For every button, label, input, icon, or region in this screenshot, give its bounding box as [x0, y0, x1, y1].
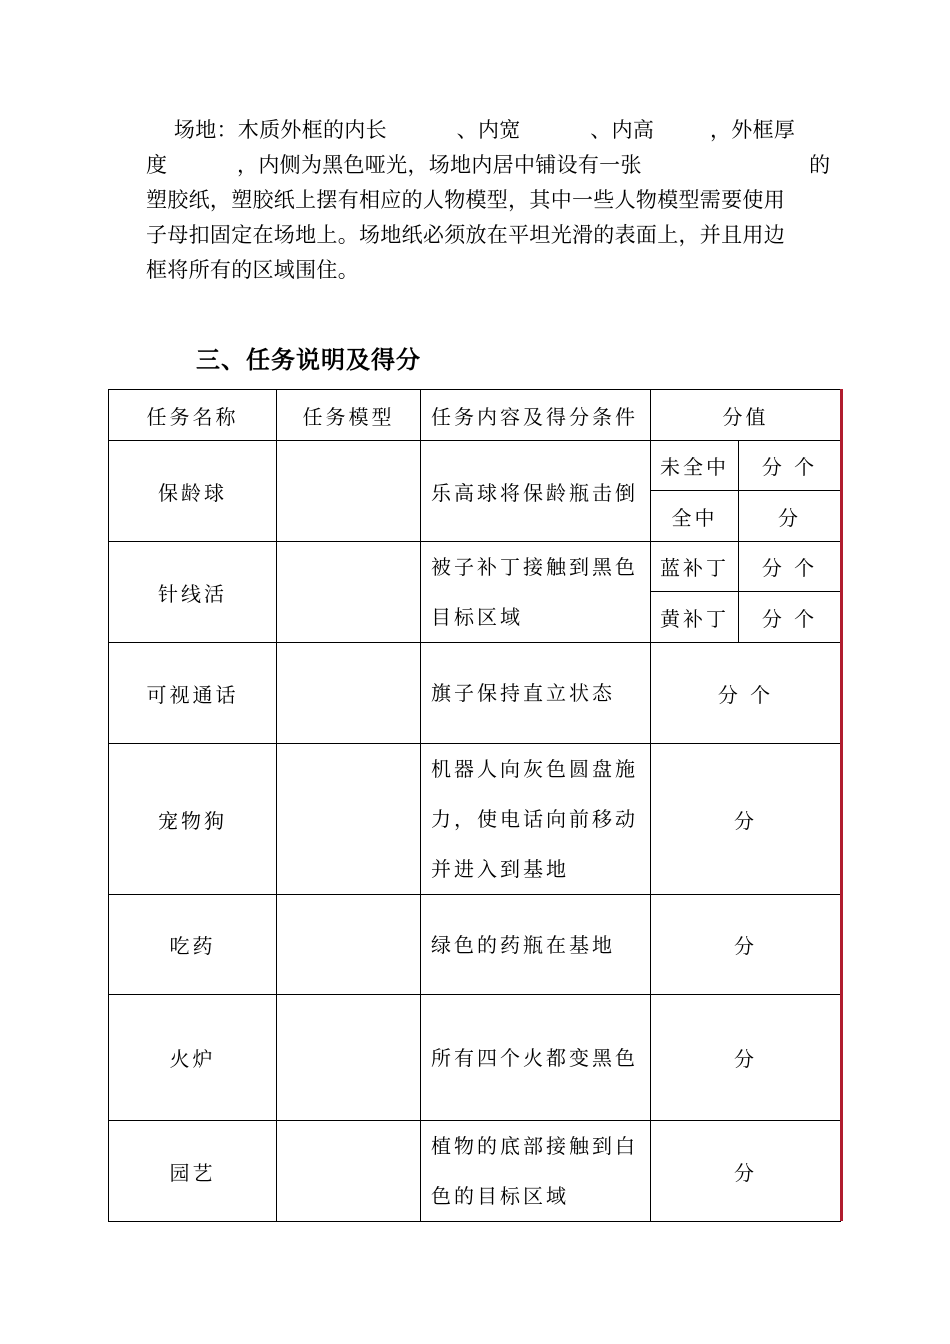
table-row: [109, 441, 841, 491]
task-content: [421, 744, 651, 895]
sub-score-label: 未全中: [651, 441, 739, 491]
sub-score-label: 全中: [651, 491, 739, 542]
sub-score-value: 分 个: [739, 542, 841, 592]
header-task-name: 任务名称: [109, 390, 277, 441]
task-score: 分: [651, 995, 841, 1121]
task-content: [421, 643, 651, 744]
content-line: 机器人向灰色圆盘施: [431, 757, 638, 781]
task-name: 保龄球: [109, 441, 277, 542]
task-name: 针线活: [109, 542, 277, 643]
content-line: 旗子保持直立状态: [431, 681, 615, 705]
task-content: [421, 995, 651, 1121]
content-line: 被子补丁接触到黑色: [431, 555, 638, 579]
table-row: [109, 895, 841, 995]
task-content: [421, 895, 651, 995]
task-name: 园艺: [109, 1121, 277, 1222]
task-model-cell: [277, 995, 421, 1121]
sub-score-label: 黄补丁: [651, 592, 739, 643]
sub-score-value: 分 个: [739, 441, 841, 491]
task-name: 火炉: [109, 995, 277, 1121]
task-name: 宠物狗: [109, 744, 277, 895]
table-right-border-accent: [840, 389, 843, 1221]
table-row: [109, 744, 841, 895]
intro-line: 子母扣固定在场地上。场地纸必须放在平坦光滑的表面上，并且用边: [146, 223, 785, 247]
task-name: 可视通话: [109, 643, 277, 744]
task-model-cell: [277, 744, 421, 895]
content-line: 绿色的药瓶在基地: [431, 932, 615, 957]
sub-score-value: 分 个: [739, 592, 841, 643]
content-line: 目标区域: [431, 605, 523, 629]
header-task-content: 任务内容及得分条件: [421, 390, 651, 441]
intro-line: 度 ，内侧为黑色哑光，场地内居中铺设有一张 的: [146, 153, 831, 177]
task-content: [421, 1121, 651, 1222]
content-line: 植物的底部接触到白: [431, 1134, 638, 1158]
task-model-cell: [277, 441, 421, 542]
table-header-row: [109, 390, 841, 441]
table-row: [109, 1121, 841, 1222]
intro-line: 塑胶纸，塑胶纸上摆有相应的人物模型，其中一些人物模型需要使用: [146, 188, 785, 212]
header-score: 分值: [651, 390, 841, 441]
task-model-cell: [277, 542, 421, 643]
task-model-cell: [277, 643, 421, 744]
intro-line: 场地：木质外框的内长 、内宽 、内高 ，外框厚: [146, 118, 796, 142]
task-score: 分: [651, 1121, 841, 1222]
task-score: 分 个: [651, 643, 841, 744]
task-score: 分: [651, 895, 841, 995]
table-row: [109, 995, 841, 1121]
sub-score-label: 蓝补丁: [651, 542, 739, 592]
intro-paragraph: [146, 112, 831, 292]
task-score: 分: [651, 744, 841, 895]
task-model-cell: [277, 895, 421, 995]
task-content: 乐高球将保龄瓶击倒: [421, 441, 651, 542]
task-name: 吃药: [109, 895, 277, 995]
section-title: 三、任务说明及得分: [196, 346, 421, 374]
task-model-cell: [277, 1121, 421, 1222]
content-line: 力，使电话向前移动: [431, 807, 638, 831]
intro-line: 框将所有的区域围住。: [146, 258, 359, 282]
content-line: 色的目标区域: [431, 1184, 569, 1208]
content-line: 所有四个火都变黑色: [431, 1045, 638, 1070]
header-task-model: 任务模型: [277, 390, 421, 441]
task-table: [108, 389, 841, 1222]
task-content: [421, 542, 651, 643]
table-row: [109, 542, 841, 592]
sub-score-value: 分: [739, 491, 841, 542]
table-row: [109, 643, 841, 744]
content-line: 并进入到基地: [431, 857, 569, 881]
